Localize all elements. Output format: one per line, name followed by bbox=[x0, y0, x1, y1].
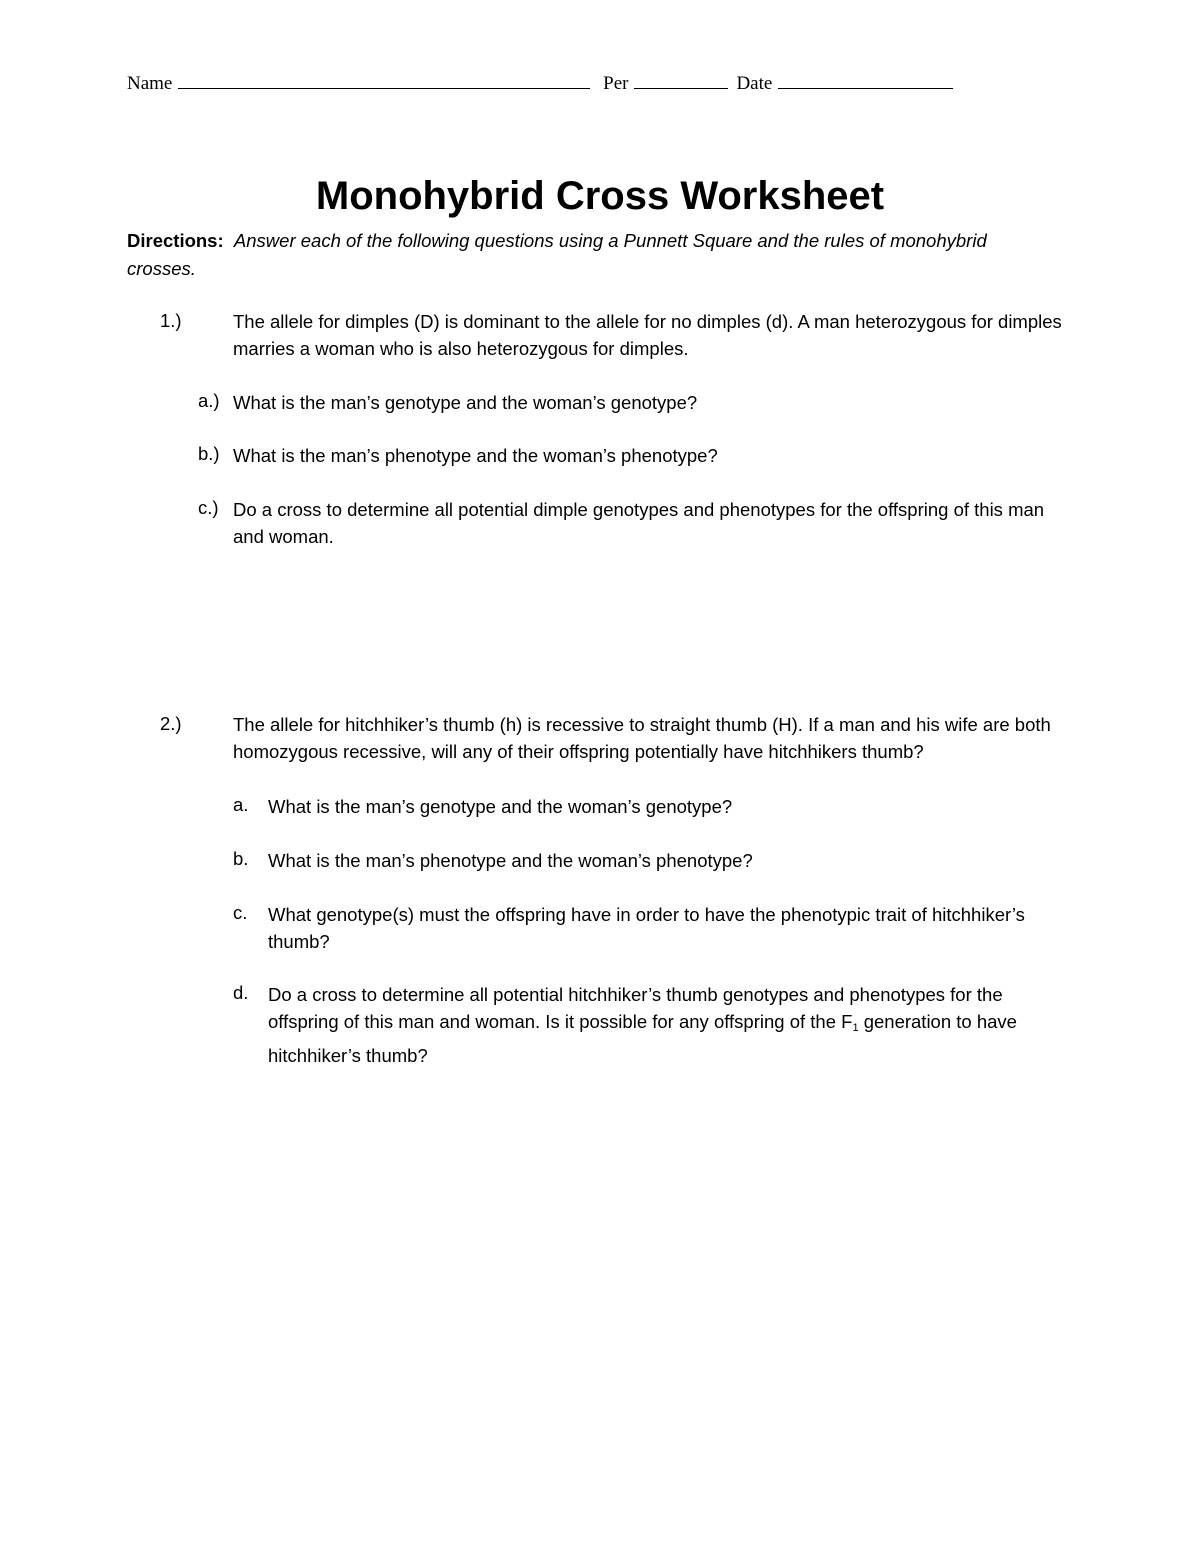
question-1a-label: a.) bbox=[198, 390, 220, 411]
f1-subscript: 1 bbox=[852, 1022, 859, 1034]
date-label: Date bbox=[736, 73, 773, 94]
worksheet-title: Monohybrid Cross Worksheet bbox=[315, 174, 885, 218]
question-2d-text-after: generation to have hitchhiker’s thumb? bbox=[268, 1011, 1017, 1066]
question-1c-label: c.) bbox=[198, 497, 219, 518]
question-1a-text: What is the man’s genotype and the woman’s genotype? bbox=[233, 392, 698, 413]
question-2a-label: a. bbox=[233, 794, 249, 815]
directions-text: Answer each of the following questions using a Punnett Square and the rules of monohybrid crosses. bbox=[127, 230, 987, 279]
question-1-number: 1.) bbox=[160, 310, 182, 331]
question-2b-label: b. bbox=[233, 848, 249, 869]
question-2b-text: What is the man’s phenotype and the woman’s phenotype? bbox=[268, 850, 753, 871]
question-2c-label: c. bbox=[233, 902, 248, 923]
directions-label: Directions: bbox=[127, 230, 224, 251]
question-1c-text: Do a cross to determine all potential dimple genotypes and phenotypes for the offspring of this man and woman. bbox=[233, 499, 1045, 547]
question-2c-text: What genotype(s) must the offspring have in order to have the phenotypic trait of hitchhiker’s thumb? bbox=[268, 904, 1025, 952]
question-2-text: The allele for hitchhiker’s thumb (h) is recessive to straight thumb (H). If a man and his wife are both homozygous recessive, will any of their offspring potentially have hitchhikers thumb? bbox=[233, 714, 1051, 762]
question-1b-label: b.) bbox=[198, 443, 220, 464]
directions bbox=[127, 227, 1057, 283]
question-2a-text: What is the man’s genotype and the woman’s genotype? bbox=[268, 796, 733, 817]
question-2-number: 2.) bbox=[160, 713, 182, 734]
period-blank-line[interactable] bbox=[634, 72, 728, 89]
question-2d-text-before: Do a cross to determine all potential hitchhiker’s thumb genotypes and phenotypes for the offspring of this man and woman. Is it possible for any offspring of the F bbox=[268, 984, 1003, 1032]
question-2d-text bbox=[268, 981, 1068, 1069]
date-blank-line[interactable] bbox=[778, 72, 953, 89]
name-blank-line[interactable] bbox=[178, 72, 590, 89]
question-1-text: The allele for dimples (D) is dominant to the allele for no dimples (d). A man heterozygous for dimples marries a woman who is also heterozygous for dimples. bbox=[233, 311, 1062, 359]
student-info-header bbox=[127, 72, 961, 95]
name-label: Name bbox=[127, 73, 173, 94]
period-label: Per bbox=[603, 73, 629, 94]
question-2d-label: d. bbox=[233, 982, 249, 1003]
question-1b-text: What is the man’s phenotype and the woman’s phenotype? bbox=[233, 445, 718, 466]
